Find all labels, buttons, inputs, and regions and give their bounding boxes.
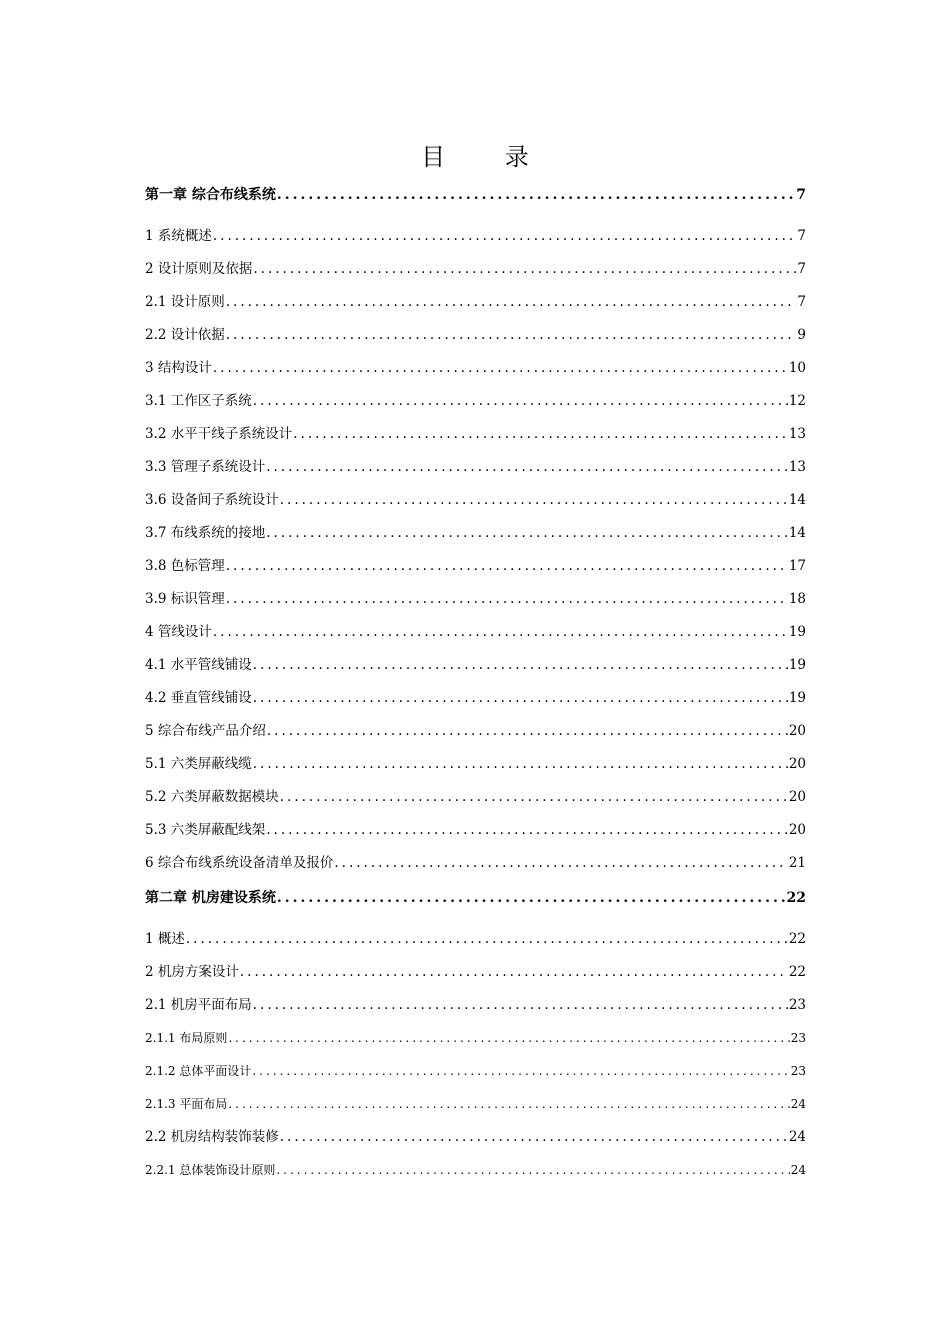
toc-entry-label: 2.2 机房结构装饰装修 [145, 1129, 279, 1145]
toc-entry-label: 4.1 水平管线铺设 [145, 657, 252, 673]
toc-entry[interactable] [145, 220, 806, 253]
toc-page-number: 24 [790, 1163, 806, 1177]
toc-entry-label: 4 管线设计 [145, 624, 212, 640]
toc-entry-label: 5 综合布线产品介绍 [145, 723, 266, 739]
toc-dot-leader [253, 385, 788, 418]
toc-entry-label: 3 结构设计 [145, 360, 212, 376]
toc-entry[interactable] [145, 649, 806, 682]
toc-entry[interactable] [145, 1055, 806, 1088]
toc-entry-label: 3.2 水平干线子系统设计 [145, 426, 293, 442]
toc-chapter-entry[interactable] [145, 177, 806, 220]
toc-page-number: 19 [788, 657, 806, 673]
toc-dot-leader [280, 781, 788, 814]
toc-list [145, 177, 806, 1187]
toc-page-number: 22 [786, 890, 806, 906]
toc-chapter-entry[interactable] [145, 880, 806, 923]
toc-entry-label: 3.7 布线系统的接地 [145, 525, 266, 541]
toc-dot-leader [280, 484, 788, 517]
toc-entry-label: 3.8 色标管理 [145, 558, 225, 574]
toc-entry-label: 2.2 设计依据 [145, 327, 225, 343]
toc-entry[interactable] [145, 418, 806, 451]
toc-entry[interactable] [145, 748, 806, 781]
toc-entry-label: 3.9 标识管理 [145, 591, 225, 607]
toc-dot-leader [228, 1022, 789, 1055]
toc-dot-leader [334, 847, 787, 880]
toc-dot-leader [226, 583, 788, 616]
toc-page-number: 7 [797, 261, 806, 277]
toc-dot-leader [266, 517, 788, 550]
toc-dot-leader [213, 220, 797, 253]
toc-page-number: 22 [788, 964, 806, 980]
toc-dot-leader [228, 1088, 789, 1121]
toc-entry[interactable] [145, 923, 806, 956]
toc-entry-label: 2 设计原则及依据 [145, 261, 253, 277]
toc-dot-leader [253, 682, 788, 715]
toc-dot-leader [277, 177, 795, 213]
toc-entry[interactable] [145, 781, 806, 814]
toc-dot-leader [280, 1121, 788, 1154]
toc-page-number: 22 [788, 931, 806, 947]
toc-page-number: 14 [788, 525, 806, 541]
toc-title: 目 录 [421, 143, 555, 172]
toc-entry-label: 2.1 设计原则 [145, 294, 225, 310]
toc-entry[interactable] [145, 616, 806, 649]
toc-dot-leader [253, 253, 796, 286]
toc-entry-label: 3.1 工作区子系统 [145, 393, 252, 409]
toc-entry[interactable] [145, 1154, 806, 1187]
toc-entry[interactable] [145, 682, 806, 715]
toc-entry[interactable] [145, 715, 806, 748]
toc-entry[interactable] [145, 956, 806, 989]
toc-dot-leader [253, 649, 788, 682]
toc-dot-leader [213, 616, 788, 649]
toc-page-number: 23 [790, 1064, 806, 1078]
toc-page-number: 18 [788, 591, 806, 607]
toc-page-number: 12 [788, 393, 806, 409]
toc-entry-label: 2.2.1 总体装饰设计原则 [145, 1163, 276, 1177]
toc-entry[interactable] [145, 847, 806, 880]
toc-page-number: 24 [790, 1097, 806, 1111]
toc-dot-leader [276, 1154, 789, 1187]
toc-entry[interactable] [145, 1088, 806, 1121]
toc-entry[interactable] [145, 989, 806, 1022]
toc-entry[interactable] [145, 484, 806, 517]
toc-page-number: 19 [788, 690, 806, 706]
toc-entry-label: 3.3 管理子系统设计 [145, 459, 266, 475]
toc-page-number: 13 [788, 426, 806, 442]
toc-dot-leader [213, 352, 788, 385]
toc-dot-leader [267, 715, 788, 748]
toc-page-number: 19 [788, 624, 806, 640]
toc-entry[interactable] [145, 385, 806, 418]
toc-entry-label: 5.3 六类屏蔽配线架 [145, 822, 266, 838]
toc-entry[interactable] [145, 319, 806, 352]
toc-entry[interactable] [145, 583, 806, 616]
toc-entry-label: 2 机房方案设计 [145, 964, 239, 980]
toc-entry[interactable] [145, 451, 806, 484]
toc-entry-label: 2.1.1 布局原则 [145, 1031, 228, 1045]
toc-entry[interactable] [145, 1121, 806, 1154]
toc-dot-leader [226, 286, 797, 319]
toc-page-number: 10 [788, 360, 806, 376]
toc-page-number: 7 [797, 294, 806, 310]
toc-dot-leader [186, 923, 788, 956]
toc-page-number: 7 [797, 228, 806, 244]
toc-dot-leader [240, 956, 788, 989]
toc-dot-leader [266, 814, 788, 847]
toc-entry[interactable] [145, 550, 806, 583]
toc-page-number: 7 [796, 187, 806, 203]
toc-dot-leader [293, 418, 788, 451]
toc-entry-label: 1 概述 [145, 931, 185, 947]
toc-entry-label: 1 系统概述 [145, 228, 212, 244]
toc-page-number: 20 [788, 723, 806, 739]
toc-dot-leader [277, 880, 786, 916]
toc-entry-label: 2.1.3 平面布局 [145, 1097, 228, 1111]
toc-dot-leader [226, 550, 788, 583]
toc-page-number: 23 [790, 1031, 806, 1045]
toc-entry[interactable] [145, 286, 806, 319]
toc-entry[interactable] [145, 517, 806, 550]
toc-entry-label: 5.2 六类屏蔽数据模块 [145, 789, 279, 805]
toc-page-number: 17 [788, 558, 806, 574]
toc-entry[interactable] [145, 352, 806, 385]
toc-entry[interactable] [145, 814, 806, 847]
toc-dot-leader [252, 1055, 789, 1088]
toc-entry-label: 6 综合布线系统设备清单及报价 [145, 855, 334, 871]
toc-entry-label: 5.1 六类屏蔽线缆 [145, 756, 252, 772]
toc-page-number: 21 [788, 855, 806, 871]
toc-entry-label: 第一章 综合布线系统 [145, 187, 276, 203]
toc-entry-label: 第二章 机房建设系统 [145, 890, 276, 906]
toc-entry[interactable] [145, 1022, 806, 1055]
toc-entry-label: 3.6 设备间子系统设计 [145, 492, 279, 508]
toc-entry-label: 2.1.2 总体平面设计 [145, 1064, 252, 1078]
toc-dot-leader [226, 319, 797, 352]
toc-page-number: 20 [788, 789, 806, 805]
toc-entry-label: 2.1 机房平面布局 [145, 997, 252, 1013]
toc-page-number: 23 [788, 997, 806, 1013]
toc-page-number: 20 [788, 756, 806, 772]
toc-page-number: 9 [797, 327, 806, 343]
toc-entry[interactable] [145, 253, 806, 286]
toc-page-number: 20 [788, 822, 806, 838]
toc-page-number: 24 [788, 1129, 806, 1145]
toc-entry-label: 4.2 垂直管线铺设 [145, 690, 252, 706]
toc-page-number: 13 [788, 459, 806, 475]
toc-dot-leader [253, 989, 788, 1022]
toc-dot-leader [266, 451, 788, 484]
toc-page-number: 14 [788, 492, 806, 508]
toc-dot-leader [253, 748, 788, 781]
